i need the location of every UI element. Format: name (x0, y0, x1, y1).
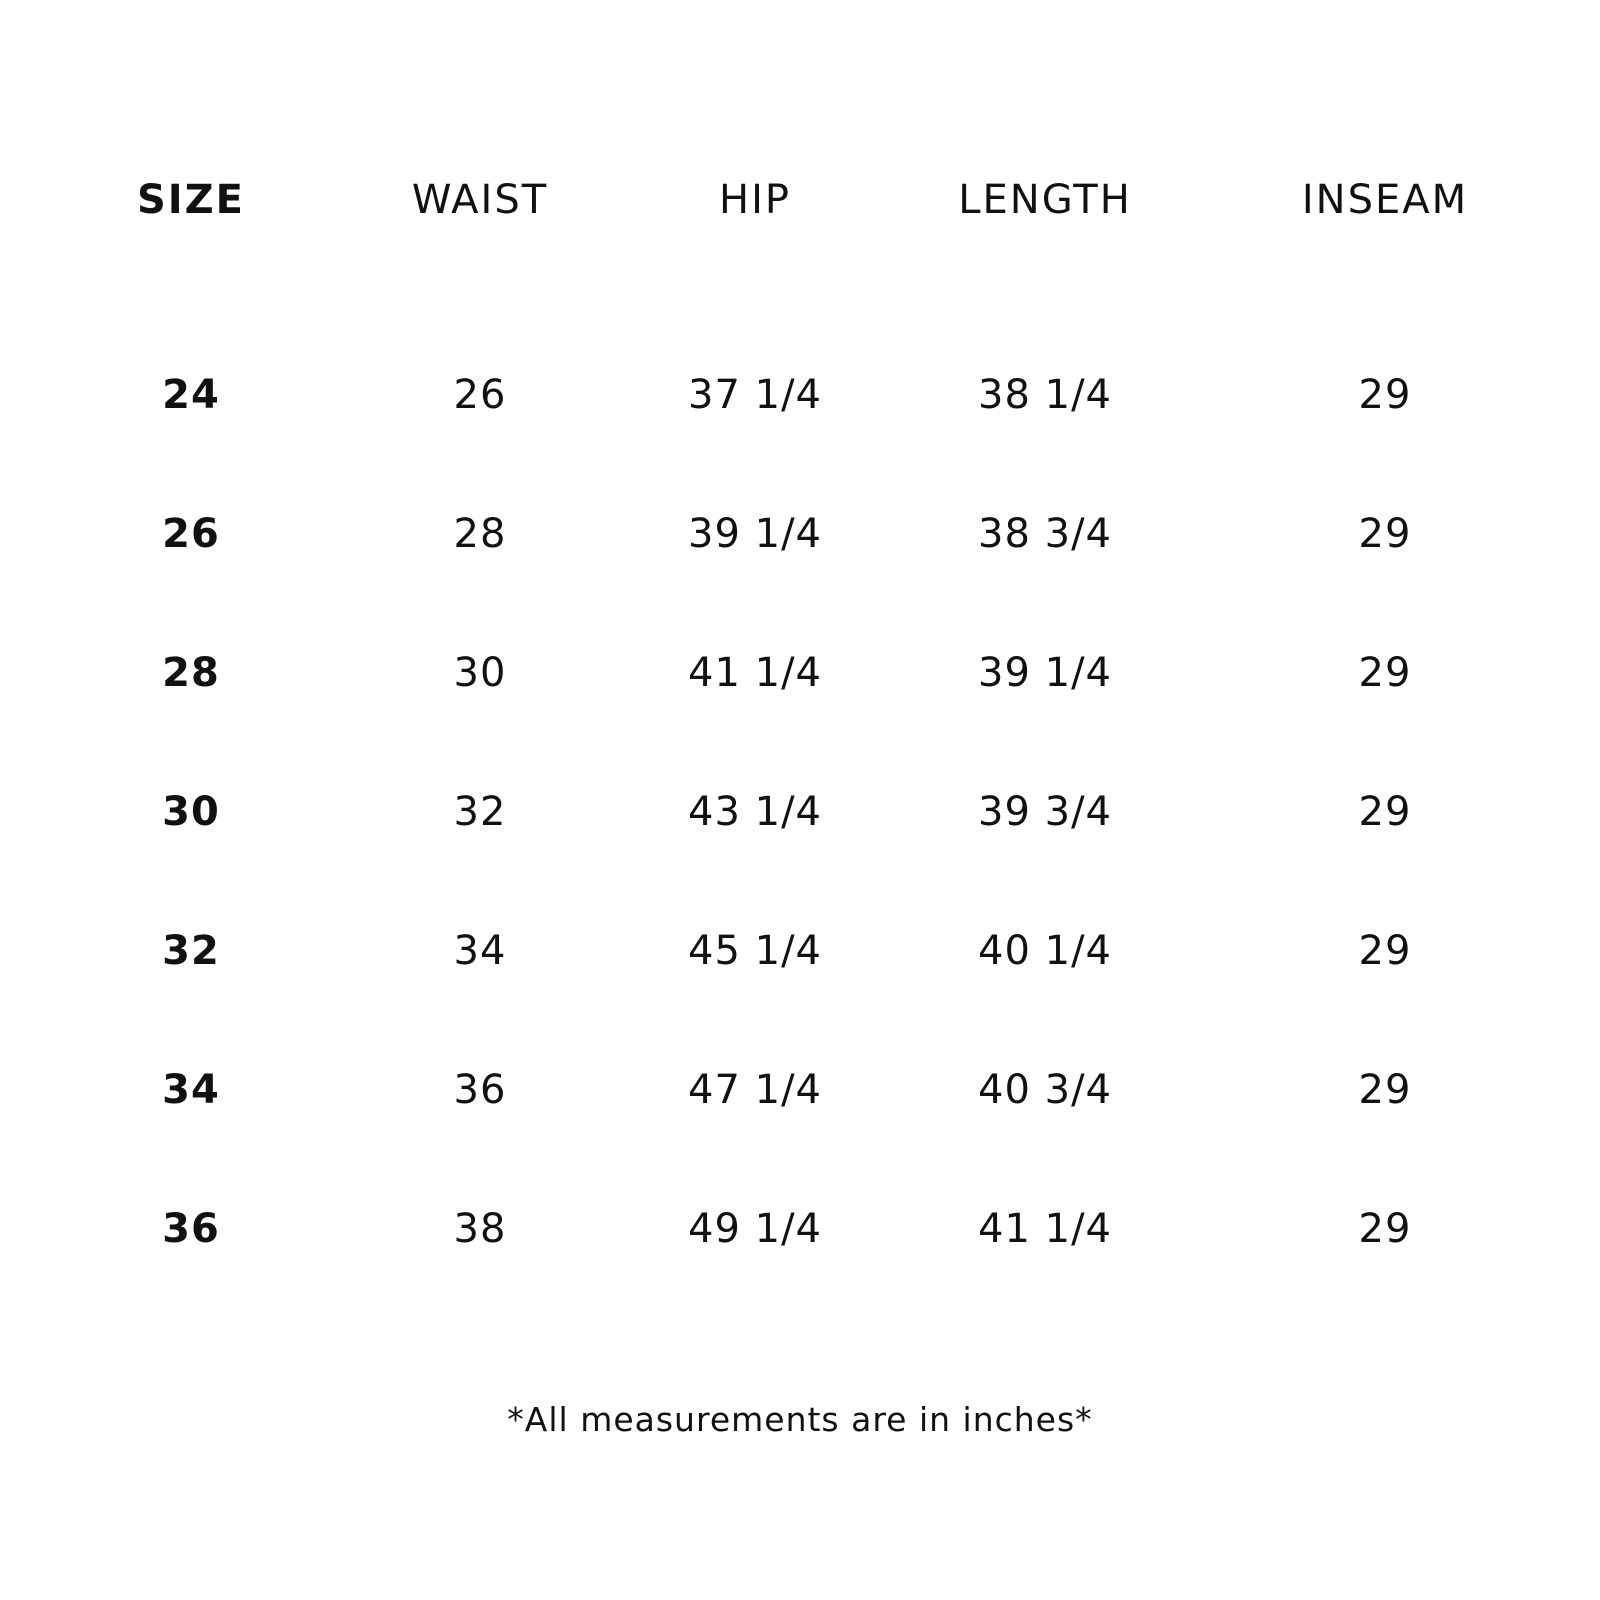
table-row (0, 1189, 1600, 1269)
header-size: SIZE (136, 177, 246, 223)
inseam-value: 29 (1358, 789, 1412, 835)
header-hip: HIP (719, 177, 791, 223)
table-row (0, 911, 1600, 991)
waist-value: 32 (453, 789, 507, 835)
size-value: 32 (162, 928, 220, 974)
table-header-row (0, 160, 1600, 240)
hip-value: 43 1/4 (688, 789, 822, 835)
length-value: 41 1/4 (978, 1206, 1112, 1252)
inseam-value: 29 (1358, 928, 1412, 974)
hip-value: 41 1/4 (688, 650, 822, 696)
length-value: 39 3/4 (978, 789, 1112, 835)
size-value: 36 (162, 1206, 220, 1252)
header-inseam: INSEAM (1301, 177, 1469, 223)
waist-value: 38 (453, 1206, 507, 1252)
hip-value: 39 1/4 (688, 511, 822, 557)
length-value: 39 1/4 (978, 650, 1112, 696)
size-value: 24 (162, 372, 220, 418)
inseam-value: 29 (1358, 1067, 1412, 1113)
header-waist: WAIST (411, 177, 549, 223)
table-row (0, 1050, 1600, 1130)
table-row (0, 355, 1600, 435)
inseam-value: 29 (1358, 1206, 1412, 1252)
table-row (0, 494, 1600, 574)
waist-value: 36 (453, 1067, 507, 1113)
waist-value: 28 (453, 511, 507, 557)
inseam-value: 29 (1358, 650, 1412, 696)
size-value: 34 (162, 1067, 220, 1113)
size-value: 30 (162, 789, 220, 835)
length-value: 38 1/4 (978, 372, 1112, 418)
waist-value: 34 (453, 928, 507, 974)
inseam-value: 29 (1358, 372, 1412, 418)
table-row (0, 633, 1600, 713)
measurement-footnote: *All measurements are in inches* (507, 1400, 1093, 1439)
length-value: 40 1/4 (978, 928, 1112, 974)
table-row (0, 772, 1600, 852)
size-value: 28 (162, 650, 220, 696)
length-value: 40 3/4 (978, 1067, 1112, 1113)
size-value: 26 (162, 511, 220, 557)
waist-value: 26 (453, 372, 507, 418)
waist-value: 30 (453, 650, 507, 696)
inseam-value: 29 (1358, 511, 1412, 557)
header-length: LENGTH (958, 177, 1132, 223)
hip-value: 47 1/4 (688, 1067, 822, 1113)
hip-value: 37 1/4 (688, 372, 822, 418)
hip-value: 49 1/4 (688, 1206, 822, 1252)
length-value: 38 3/4 (978, 511, 1112, 557)
hip-value: 45 1/4 (688, 928, 822, 974)
